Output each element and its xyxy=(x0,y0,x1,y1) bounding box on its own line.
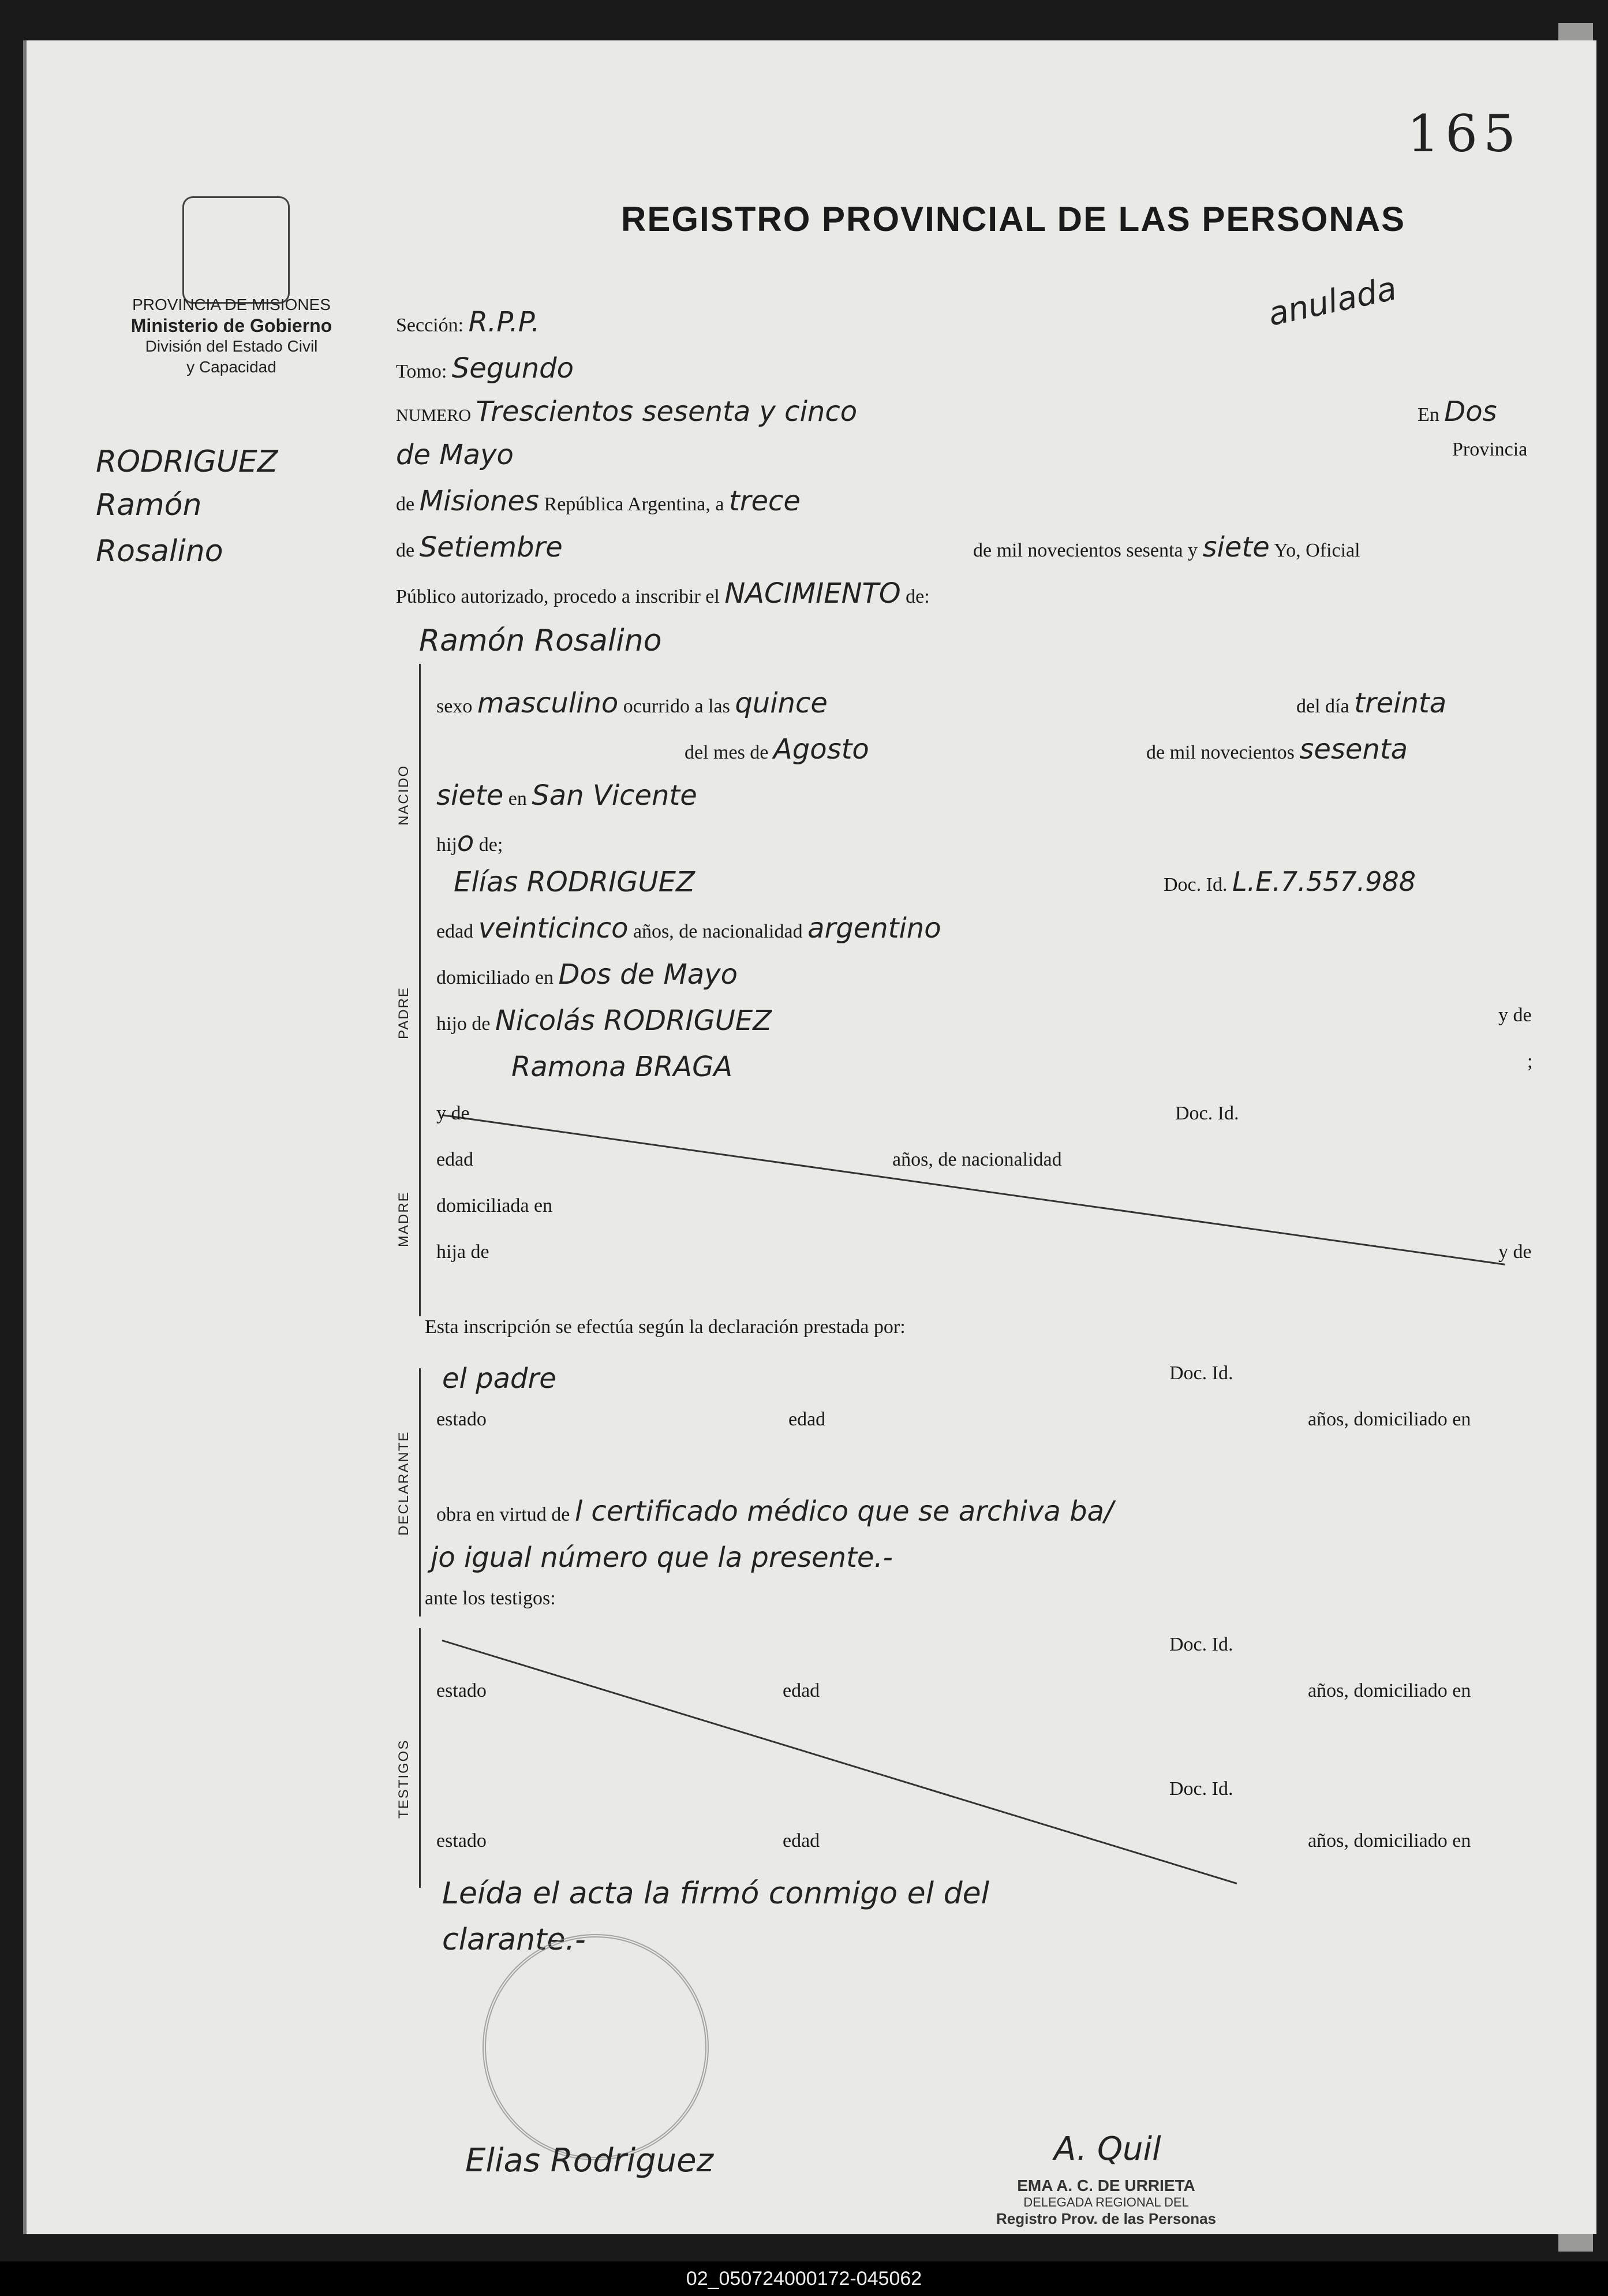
left-header xyxy=(84,294,379,378)
margin-secondname: Rosalino xyxy=(96,534,223,569)
page-title: REGISTRO PROVINCIAL DE LAS PERSONAS xyxy=(621,200,1406,238)
declarant-signature: Elias Rodriguez xyxy=(465,2142,713,2179)
officer-signature: A. Quil xyxy=(1054,2130,1161,2168)
margin-firstname: Ramón xyxy=(96,488,202,522)
tomo-value: Segundo xyxy=(451,352,574,384)
closing-text-1: Leída el acta la firmó conmigo el del xyxy=(442,1876,990,1911)
coat-of-arms-seal xyxy=(182,196,290,304)
image-caption: 02_050724000172-045062 xyxy=(0,2261,1608,2296)
page-number: 165 xyxy=(1407,104,1521,163)
ministry-label: Ministerio de Gobierno xyxy=(130,315,332,336)
child-name: Ramón Rosalino xyxy=(419,624,662,658)
annulment-annotation: anulada xyxy=(1265,270,1400,334)
closing-text-2: clarante.- xyxy=(442,1922,586,1957)
seccion-value: R.P.P. xyxy=(468,306,540,338)
father-name: Elías RODRIGUEZ xyxy=(454,866,695,898)
document-page xyxy=(23,40,1596,2234)
capacity-label: y Capacidad xyxy=(186,358,276,376)
province-label: PROVINCIA DE MISIONES xyxy=(132,296,331,313)
numero-value: Trescientos sesenta y cinco xyxy=(476,395,858,428)
official-stamp xyxy=(483,1934,709,2160)
division-label: División del Estado Civil xyxy=(145,337,318,355)
officer-block: EMA A. C. DE URRIETA DELEGADA REGIONAL DEL Registro Prov. de las Personas xyxy=(996,2176,1216,2227)
registration-form: Sección: R.P.P. Tomo: Segundo NUMERO Trescientos sesenta y cinco En Dos de Mayo Provincia de Misiones República Argentina, a trece de Setiembre de mil novecientos sesenta y siete Yo, Oficial Público autorizado, procedo a inscribir el NACIMIENTO de: Ramón Rosalino NACIDO sexo masculino ocurrido a las quince del día treinta del mes de Agosto de mil novecientos sesenta siete en San Vicente hijo de; PADRE Elías RODRIGUEZ Doc. Id. L.E.7.557.988 edad veinticinco años, de nacionalidad argentino domiciliado en Dos de Mayo hijo de Nicolás RODRIGUEZ y de Ramona BRAGA ; MADRE y de Doc. Id. edad años, de nacionalidad domiciliada en hija de y de Esta inscripción se efectúa según la declaración prestada por: DECLARANTE el padre Doc. Id. estado edad años, domiciliado en obra en virtud de l certificado médico que se archiva ba/ jo igual número que la presente.- ante los testigos: TESTIGOS Doc. Id. estado edad años, domiciliado en Doc. Id. estado edad años, domiciliado en Leída el acta la firmó conmigo el del clarante.- xyxy=(396,306,1533,1957)
margin-surname: RODRIGUEZ xyxy=(96,445,278,479)
